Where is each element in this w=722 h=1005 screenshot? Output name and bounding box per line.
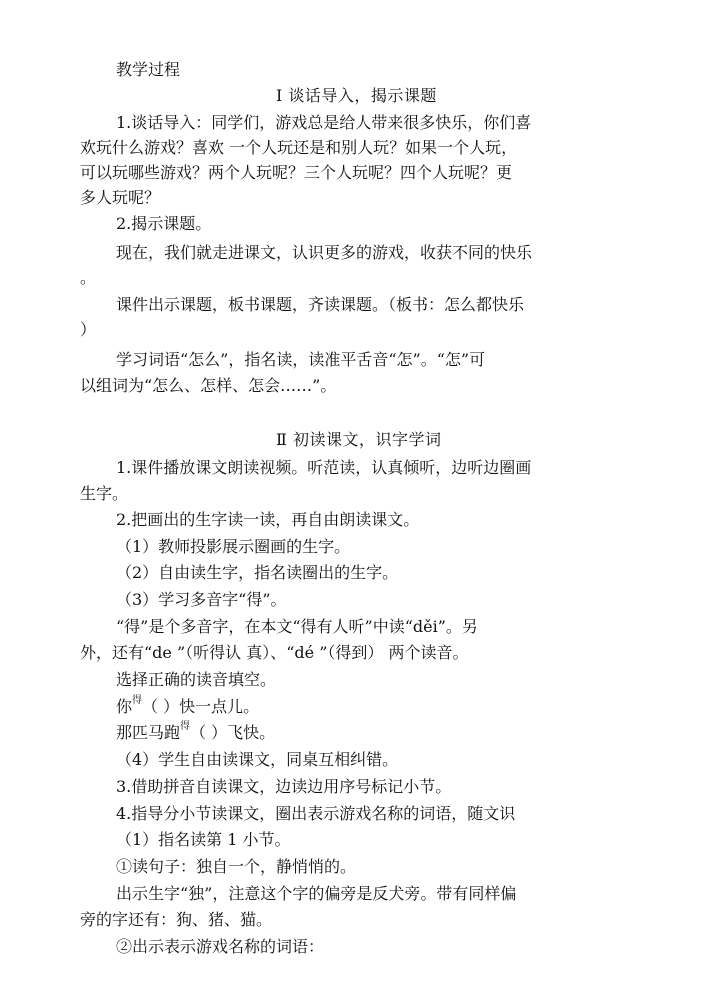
paragraph-line: 可以玩哪些游戏？两个人玩呢？三个人玩呢？四个人玩呢？更 <box>80 163 513 182</box>
paragraph-line: （1）教师投影展示圈画的生字。 <box>116 537 351 556</box>
paragraph-line: 3.借助拼音自读课文，边读边用序号标记小节。 <box>116 777 452 796</box>
paragraph-line: （3）学习多音字“得”。 <box>116 590 287 609</box>
fill-blank: （ ）飞快。 <box>190 723 276 742</box>
paragraph-line: 现在，我们就走进课文，认识更多的游戏，收获不同的快乐 <box>116 243 533 262</box>
fill-blank: （ ）快一点儿。 <box>142 697 260 716</box>
paragraph-line: 学习词语“怎么”，指名读，读准平舌音“怎”。“怎”可 <box>116 350 486 369</box>
paragraph-line: 4.指导分小节读课文，圈出表示游戏名称的词语，随文识 <box>116 804 516 823</box>
section-label: 教学过程 <box>116 60 181 79</box>
section-heading-1: Ⅰ 谈话导入，揭示课题 <box>276 86 437 105</box>
fill-prefix: 那匹马跑 <box>116 723 181 742</box>
section-heading-2: Ⅱ 初读课文，识字学词 <box>276 430 442 449</box>
paragraph-line: 2.揭示课题。 <box>116 214 212 233</box>
paragraph-line: 以组词为“怎么、怎样、怎会……”。 <box>80 376 337 395</box>
paragraph-line: 多人玩呢？ <box>80 188 161 207</box>
paragraph-line: 出示生字“独”，注意这个字的偏旁是反犬旁。带有同样偏 <box>116 884 517 903</box>
paragraph-line: 选择正确的读音填空。 <box>116 670 277 689</box>
paragraph-line: 1.课件播放课文朗读视频。听范读，认真倾听，边听边圈画 <box>116 458 532 477</box>
fill-in-exercise-2 <box>116 721 276 742</box>
paragraph-line: 1.谈话导入：同学们，游戏总是给人带来很多快乐，你们喜 <box>116 113 532 132</box>
fill-prefix: 你 <box>116 697 133 716</box>
fill-superscript: 得 <box>132 695 143 706</box>
paragraph-line: ①读句子：独自一个，静悄悄的。 <box>116 857 357 876</box>
paragraph-line: 欢玩什么游戏？喜欢 一个人玩还是和别人玩？如果一个人玩， <box>80 138 518 157</box>
paragraph-line: 。 <box>80 268 97 287</box>
paragraph-line: （1）指名读第 1 小节。 <box>116 830 291 849</box>
paragraph-line: “得”是个多音字，在本文“得有人听”中读“děi”。另 <box>116 617 478 636</box>
paragraph-line: ） <box>80 320 97 339</box>
paragraph-line: 课件出示课题，板书课题，齐读课题。（板书：怎么都快乐 <box>116 295 525 314</box>
paragraph-line: （2）自由读生字，指名读圈出的生字。 <box>116 563 399 582</box>
fill-in-exercise-1 <box>116 695 260 716</box>
paragraph-line: ②出示表示游戏名称的词语： <box>116 937 325 956</box>
paragraph-line: 外，还有“de ”（听得认 真）、“dé ”（得到） 两个读音。 <box>80 643 469 662</box>
paragraph-line: 旁的字还有：狗、猪、猫。 <box>80 910 273 929</box>
paragraph-line: 2.把画出的生字读一读，再自由朗读课文。 <box>116 510 420 529</box>
fill-superscript: 得 <box>180 721 191 732</box>
paragraph-line: （4）学生自由读课文，同桌互相纠错。 <box>116 750 399 769</box>
paragraph-line: 生字。 <box>80 484 129 503</box>
